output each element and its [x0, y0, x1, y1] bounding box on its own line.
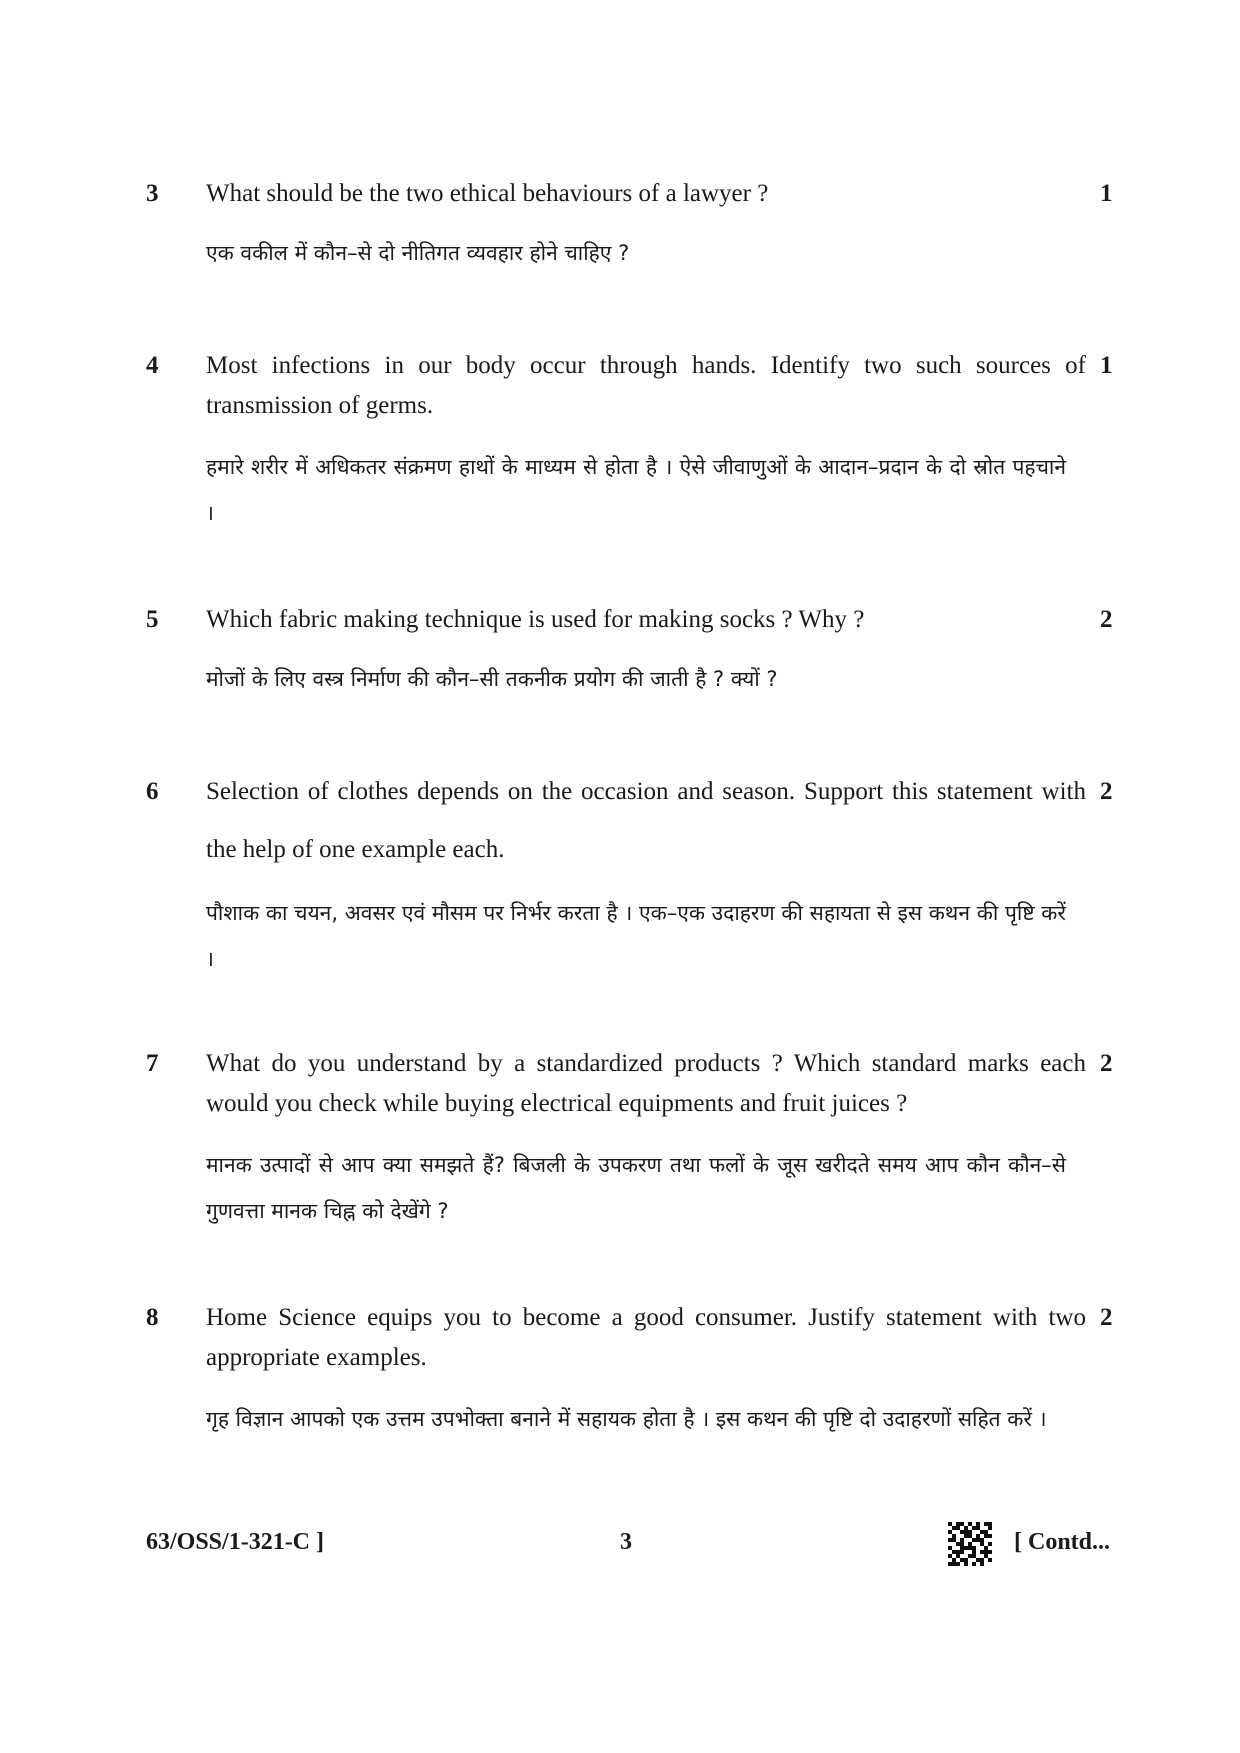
continued-marker: [ Contd... — [1014, 1529, 1111, 1555]
question-text-english: What do you understand by a standardized products ? Which standard marks each would you check while buying electrical equipments and fruit juices ? — [206, 1050, 1086, 1117]
page-number: 3 — [620, 1529, 632, 1555]
question-text-hindi: पौशाक का चयन, अवसर एवं मौसम पर निर्भर करता है । एक–एक उदाहरण की सहायता से इस कथन की पृष्टि करें । — [206, 901, 1066, 971]
question-text-english: Home Science equips you to become a good consumer. Justify statement with two appropriate examples. — [206, 1304, 1086, 1371]
question-text-english: Which fabric making technique is used for making socks ? Why ? — [206, 606, 865, 633]
question-text-english: What should be the two ethical behaviours of a lawyer ? — [206, 180, 769, 207]
question-text-english: Selection of clothes depends on the occasion and season. Support this statement with the help of one example each. — [206, 778, 1086, 863]
question-number: 5 — [146, 606, 159, 633]
question-text-english: Most infections in our body occur through hands. Identify two such sources of transmission of germs. — [206, 352, 1086, 419]
paper-code: 63/OSS/1-321-C ] — [146, 1529, 325, 1555]
question-text-hindi: मानक उत्पादों से आप क्या समझते हैं? बिजली के उपकरण तथा फलों के जूस खरीदते समय आप कौन कौन–से गुणवत्ता मानक चिह्न को देखेंगे ? — [206, 1153, 1066, 1223]
page-footer — [0, 1522, 1240, 1562]
question-marks: 2 — [1100, 778, 1113, 805]
question-number: 4 — [146, 352, 159, 379]
question-number: 7 — [146, 1050, 159, 1077]
question-text-hindi: गृह विज्ञान आपको एक उत्तम उपभोक्ता बनाने में सहायक होता है । इस कथन की पृष्टि दो उदाहरणों सहित करें । — [206, 1407, 1047, 1431]
question-text-hindi: मोजों के लिए वस्त्र निर्माण की कौन–सी तकनीक प्रयोग की जाती है ? क्यों ? — [206, 667, 778, 691]
question-marks: 2 — [1100, 1304, 1113, 1331]
question-text-hindi: एक वकील में कौन–से दो नीतिगत व्यवहार होने चाहिए ? — [206, 241, 630, 265]
question-marks: 2 — [1100, 606, 1113, 633]
question-number: 6 — [146, 778, 159, 805]
question-marks: 1 — [1100, 352, 1113, 379]
question-text-hindi: हमारे शरीर में अधिकतर संक्रमण हाथों के माध्यम से होता है । ऐसे जीवाणुओं के आदान–प्रदान के दो स्रोत पहचाने । — [206, 455, 1066, 525]
question-marks: 2 — [1100, 1050, 1113, 1077]
question-marks: 1 — [1100, 180, 1113, 207]
question-number: 8 — [146, 1304, 159, 1331]
qr-code-icon — [948, 1522, 992, 1566]
question-number: 3 — [146, 180, 159, 207]
